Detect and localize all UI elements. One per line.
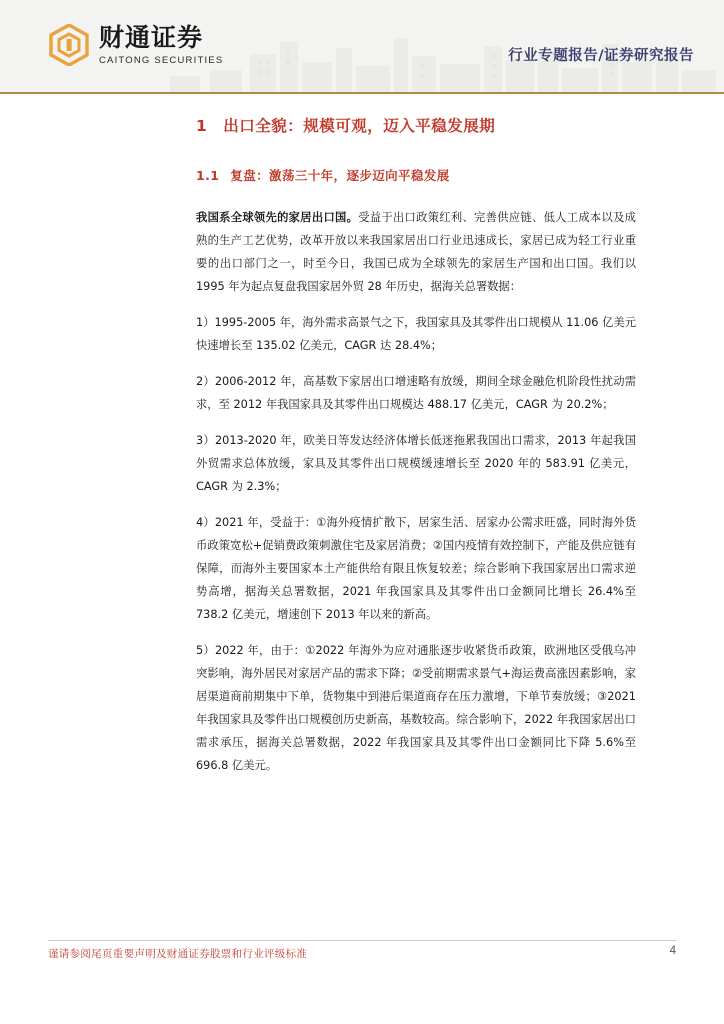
- subsection-number: 1.1: [196, 168, 220, 183]
- subsection-heading: [0, 136, 724, 184]
- paragraph: 2）2006-2012 年，高基数下家居出口增速略有放缓，期间全球金融危机阶段性扰动需求，至 2012 年我国家具及其零件出口规模达 488.17 亿美元，CAGR 为 20.2%；: [196, 375, 636, 411]
- paragraph: 1）1995-2005 年，海外需求高景气之下，我国家具及其零件出口规模从 11.06 亿美元快速增长至 135.02 亿美元，CAGR 达 28.4%；: [196, 316, 636, 352]
- page-header: [0, 0, 724, 92]
- caitong-hexagon-logo-icon: [48, 24, 90, 66]
- subsection-title: 复盘：激荡三十年，逐步迈向平稳发展: [230, 168, 450, 183]
- header-divider: [0, 92, 724, 94]
- report-type-label: 行业专题报告/证券研究报告: [508, 48, 694, 64]
- footer-divider: [48, 940, 676, 941]
- paragraph: 5）2022 年，由于：①2022 年海外为应对通胀逐步收紧货币政策，欧洲地区受俄乌冲突影响，海外居民对家居产品的需求下降；②受前期需求景气+海运费高涨因素影响，家居渠道商前期集中下单，货物集中到港后渠道商存在压力激增，下单节奏放缓；③2021 年我国家具及零件出口规模创历史新高，基数较高。综合影响下，2022 年我国家居出口需求承压，据海关总署数据，2022 年我国家具及其零件出口金额同比下降 5.6%至 696.8 亿美元。: [196, 644, 636, 772]
- document-content: [0, 104, 724, 790]
- paragraph: 3）2013-2020 年，欧美日等发达经济体增长低迷拖累我国出口需求，2013 年起我国外贸需求总体放缓，家具及其零件出口规模缓速增长至 2020 年的 583.91 亿美元，CAGR 为 2.3%；: [196, 434, 636, 493]
- brand-logo: [48, 24, 223, 66]
- page-number: 4: [669, 945, 676, 957]
- footer-disclaimer: 谨请参阅尾页重要声明及财通证券股票和行业评级标准: [48, 948, 308, 960]
- logo-text-chinese: 财通证券: [99, 22, 204, 52]
- section-heading: [0, 104, 724, 136]
- section-title: 出口全貌：规模可观，迈入平稳发展期: [223, 117, 496, 135]
- paragraph: 4）2021 年，受益于：①海外疫情扩散下，居家生活、居家办公需求旺盛，同时海外货币政策宽松+促销费政策刺激住宅及家居消费；②国内疫情有效控制下，产能及供应链有保障，而海外主要国家本土产能供给有限且恢复较差；综合影响下我国家居出口需求逆势高增，据海关总署数据，2021 年我国家具及其零件出口金额同比增长 26.4%至 738.2 亿美元，增速创下 2013 年以来的新高。: [196, 516, 636, 621]
- logo-text-english: CAITONG SECURITIES: [99, 54, 224, 66]
- section-number: 1: [196, 117, 208, 135]
- body-text: [0, 184, 724, 777]
- paragraph: 我国系全球领先的家居出口国。受益于出口政策红利、完善供应链、低人工成本以及成熟的生产工艺优势，改革开放以来我国家居出口行业迅速成长，家居已成为轻工行业重要的出口部门之一，时至今日，我国已成为全球领先的家居生产国和出口国。我们以 1995 年为起点复盘我国家居外贸 28 年历史，据海关总署数据：: [196, 211, 636, 293]
